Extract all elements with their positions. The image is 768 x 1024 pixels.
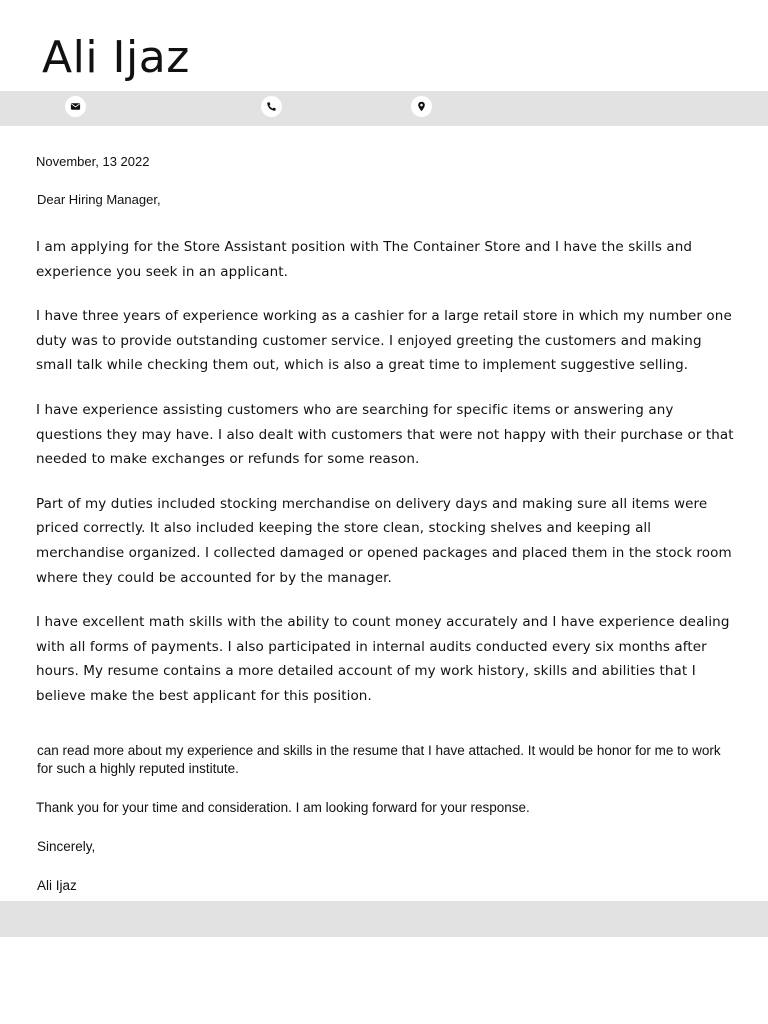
letter-body <box>36 235 736 729</box>
thanks-line: Thank you for your time and consideration. I am looking forward for your response. <box>36 800 530 815</box>
body-paragraph: I am applying for the Store Assistant position with The Container Store and I have the skills and experience you seek in an applicant. <box>36 239 693 280</box>
email-icon <box>65 96 86 117</box>
closing-paragraph: can read more about my experience and skills in the resume that I have attached. It would be honor for me to work for such a highly reputed institute. <box>37 743 721 776</box>
body-paragraph: I have three years of experience working as a cashier for a large retail store in which my number one duty was to provide outstanding customer service. I enjoyed greeting the customers and making small talk while checking them out, which is also a great time to implement suggestive selling. <box>36 308 732 374</box>
body-paragraph: I have excellent math skills with the ability to count money accurately and I have experience dealing with all forms of payments. I also participated in internal audits conducted every six months after hours. My resume contains a more detailed account of my work history, skills and abilities that I believe make the best applicant for this position. <box>36 614 730 704</box>
letter-date: November, 13 2022 <box>36 154 150 169</box>
footer-bar <box>0 901 768 937</box>
sign-off: Sincerely, <box>37 839 96 854</box>
location-icon <box>411 96 432 117</box>
salutation: Dear Hiring Manager, <box>37 192 161 207</box>
contact-bar <box>0 91 768 126</box>
applicant-name: Ali Ijaz <box>42 32 190 83</box>
body-paragraph: I have experience assisting customers who are searching for specific items or answering any questions they may have. I also dealt with customers that were not happy with their purchase or that needed to make exchanges or refunds for some reason. <box>36 401 734 468</box>
phone-icon <box>261 96 282 117</box>
body-paragraph: Part of my duties included stocking merchandise on delivery days and making sure all items were priced correctly. It also included keeping the store clean, stocking shelves and keeping all merchandise organized. I collected damaged or opened packages and placed them in the stock room where they could be accounted for by the manager. <box>36 495 732 586</box>
signature: Ali Ijaz <box>37 878 77 893</box>
